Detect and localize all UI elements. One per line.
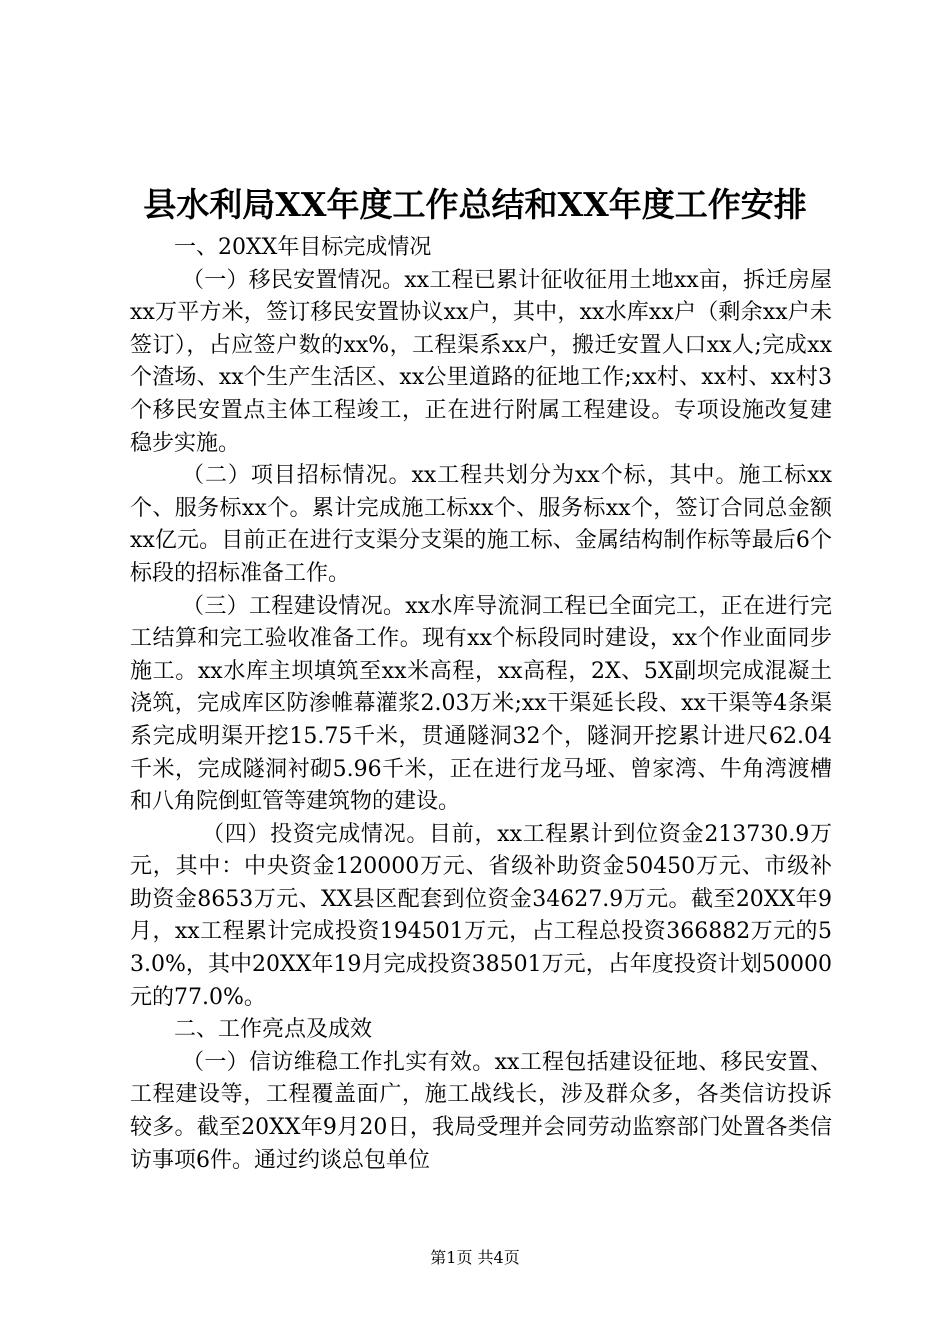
page-footer: 第1页 共4页 bbox=[430, 1248, 520, 1267]
section-heading-1: 一、20XX年目标完成情况 bbox=[174, 235, 432, 260]
paragraph-petition: （一）信访维稳工作扎实有效。xx工程包括建设征地、移民安置、工程建设等，工程覆盖面广，施工战线长，涉及群众多，各类信访投诉较多。截至20XX年9月20日，我局受理并会同劳动监察部门处置各类信访事项6件。通过约谈总包单位 bbox=[130, 1049, 832, 1173]
document-title: 县水利局XX年度工作总结和XX年度工作安排 bbox=[143, 185, 807, 224]
document-body bbox=[130, 232, 832, 1177]
paragraph-resettlement: （一）移民安置情况。xx工程已累计征收征用土地xx亩，拆迁房屋xx万平方米，签订移民安置协议xx户，其中，xx水库xx户（剩余xx户未签订），占应签户数的xx%，工程渠系xx户，搬迁安置人口xx人;完成xx个渣场、xx个生产生活区、xx公里道路的征地工作;xx村、xx村、xx村3个移民安置点主体工程竣工，正在进行附属工程建设。专项设施改复建稳步实施。 bbox=[130, 267, 832, 456]
paragraph-investment: （四）投资完成情况。目前，xx工程累计到位资金213730.9万元，其中：中央资金120000万元、省级补助资金50450万元、市级补助资金8653万元、XX县区配套到位资金34627.9万元。截至20XX年9月，xx工程累计完成投资194501万元，占工程总投资366882万元的53.0%，其中20XX年19月完成投资38501万元，占年度投资计划50000元的77.0%。 bbox=[130, 821, 832, 1010]
section-heading-2: 二、工作亮点及成效 bbox=[174, 1017, 373, 1043]
paragraph-bidding: （二）项目招标情况。xx工程共划分为xx个标，其中。施工标xx个、服务标xx个。累计完成施工标xx个、服务标xx个，签订合同总金额xx亿元。目前正在进行支渠分支渠的施工标、金属结构制作标等最后6个标段的招标准备工作。 bbox=[130, 463, 832, 586]
paragraph-construction: （三）工程建设情况。xx水库导流洞工程已全面完工，正在进行完工结算和完工验收准备工作。现有xx个标段同时建设，xx个作业面同步施工。xx水库主坝填筑至xx米高程，xx高程，2X、5X副坝完成混凝土浇筑，完成库区防渗帷幕灌浆2.03万米;xx干渠延长段、xx干渠等4条渠系完成明渠开挖15.75千米，贯通隧洞32个，隧洞开挖累计进尺62.04千米，完成隧洞衬砌5.96千米，正在进行龙马垭、曾家湾、牛角湾渡槽和八角院倒虹管等建筑物的建设。 bbox=[130, 593, 832, 815]
